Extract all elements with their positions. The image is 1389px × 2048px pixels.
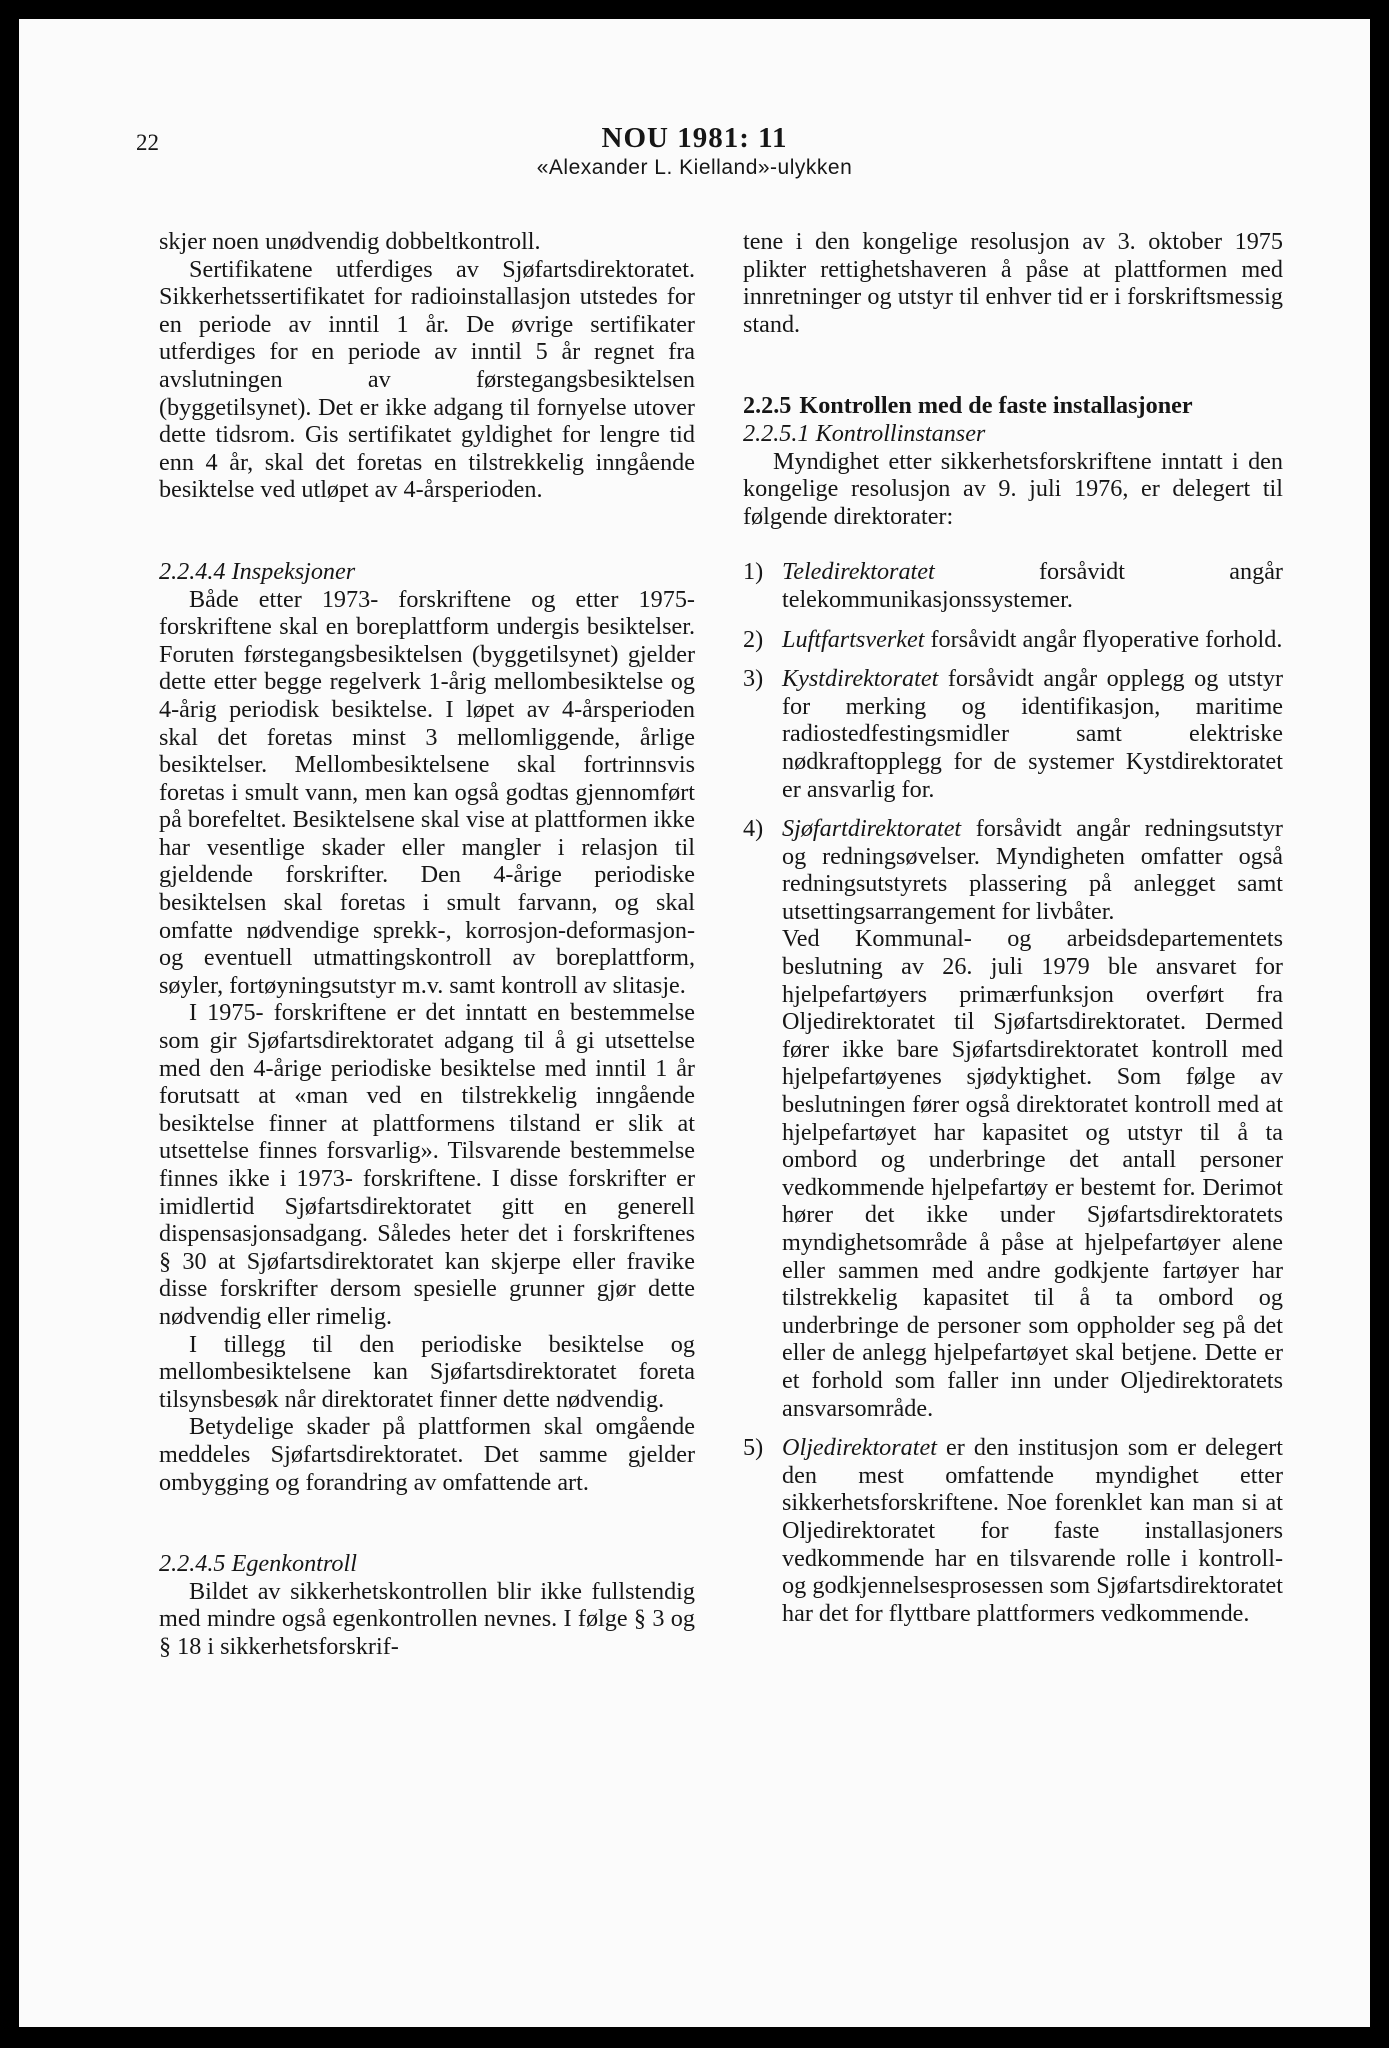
section-heading-2251: 2.2.5.1 Kontrollinstanser xyxy=(743,419,986,447)
list-number: 1) xyxy=(743,558,764,586)
list-number: 3) xyxy=(743,665,764,693)
right-column xyxy=(743,228,1283,1627)
list-number: 2) xyxy=(743,625,764,653)
document-title: NOU 1981: 11 xyxy=(601,122,788,154)
document-subtitle: «Alexander L. Kielland»-ulykken xyxy=(536,156,853,179)
paragraph: Bildet av sikkerhetskontrollen blir ikke fullstendig med mindre også egenkontrollen nevnes. I følge § 3 og § 18 i sikkerhetsforskrif- xyxy=(159,1577,695,1660)
list-item xyxy=(743,665,1283,803)
paragraph: Sertifikatene utferdiges av Sjøfartsdirektoratet. Sikkerhetssertifikatet for radioinstallasjon utstedes for en periode av inntil 1 år. De øvrige sertifikater utferdiges for en periode av inntil 5 år regnet fra avslutningen av førstegangsbesiktelsen (byggetilsynet). Det er ikke adgang til fornyelse utover dette tidsrom. Gis sertifikatet gyldighet for lengre tid enn 4 år, skal det foretas en tilstrekkelig inngående besiktelse ved utløpet av 4-årsperioden. xyxy=(159,255,695,504)
list-text: forsåvidt angår flyoperative forhold. xyxy=(924,625,1283,653)
agency-name: Kystdirektoratet xyxy=(782,665,939,693)
page-number: 22 xyxy=(136,130,159,155)
agency-name: Sjøfartdirektoratet xyxy=(782,815,962,843)
section-title: Kontrollen med de faste installasjoner xyxy=(799,392,1193,420)
section-number: 2.2.5 xyxy=(743,392,792,420)
paragraph: Både etter 1973- forskriftene og etter 1975-forskriftene skal en boreplattform undergis besiktelser. Foruten førstegangsbesiktelsen (byggetilsynet) gjelder dette etter begge regelverk 1-årig mellombesiktelse og 4-årig periodisk besiktelse. I løpet av 4-årsperioden skal det foretas minst 3 mellomliggende, årlige besiktelser. Mellombesiktelsene skal fortrinnsvis foretas i smult vann, men kan også godtas gjennomført på borefeltet. Besiktelsene skal vise at plattformen ikke har vesentlige skader eller mangler i relasjon til gjeldende forskrifter. Den 4-årige periodiske besiktelsen skal foretas i smult farvann, og skal omfatte nødvendige sprekk-, korrosjon-deformasjon- og eventuell utmattingskontroll av boreplattform, søyler, fortøyningsutstyr m.v. samt kontroll av slitasje. xyxy=(159,585,695,999)
list-text: er den institusjon som er delegert den mest omfattende myndighet etter sikkerhetsforskriftene. Noe forenklet kan man si at Oljedirektoratet for faste installasjoners vedkommende har en tilsvarende rolle i kontroll- og godkjennelsesprosessen som Sjøfartsdirektoratet har det for flyttbare plattformers vedkommende. xyxy=(782,1434,1283,1627)
list-extra-paragraph: Ved Kommunal- og arbeidsdepartementets beslutning av 26. juli 1979 ble ansvaret for hjelpefartøyers primærfunksjon overført fra Oljedirektoratet til Sjøfartsdirektoratet. Dermed fører ikke bare Sjøfartsdirektoratet kontroll med hjelpefartøyenes sjødyktighet. Som følge av beslutningen fører også direktoratet kontroll med at hjelpefartøyet har kapasitet og utstyr til å ta ombord og underbringe det antall personer vedkommende hjelpefartøy er bestemt for. Derimot hører det ikke under Sjøfartsdirektoratets myndighetsområde å påse at hjelpefartøyer alene eller sammen med andre godkjente fartøyer har tilstrekkelig kapasitet til å ta ombord og underbringe de personer som oppholder seg på det eller de anlegg hjelpefartøyet skal betjene. Dette er et forhold som faller inn under Oljedirektoratets ansvarsområde. xyxy=(782,925,1283,1422)
paragraph: I tillegg til den periodiske besiktelse og mellombesiktelsene kan Sjøfartsdirektoratet foreta tilsynsbesøk når direktoratet finner dette nødvendig. xyxy=(159,1330,695,1413)
section-heading-225 xyxy=(743,392,1283,420)
agency-name: Luftfartsverket xyxy=(782,625,925,653)
paragraph: skjer noen unødvendig dobbeltkontroll. xyxy=(159,228,541,255)
list-number: 4) xyxy=(743,815,764,843)
paragraph: Myndighet etter sikkerhetsforskriftene inntatt i den kongelige resolusjon av 9. juli 1976, er delegert til følgende direktorater: xyxy=(743,447,1283,530)
paragraph: Betydelige skader på plattformen skal omgående meddeles Sjøfartsdirektoratet. Det samme gjelder ombygging og forandring av omfattende art. xyxy=(159,1413,695,1496)
list-item xyxy=(743,1434,1283,1627)
agency-name: Teledirektoratet xyxy=(782,558,935,586)
section-heading-2245: 2.2.4.5 Egenkontroll xyxy=(159,1550,357,1578)
paragraph: tene i den kongelige resolusjon av 3. oktober 1975 plikter rettighetshaveren å påse at plattformen med innretninger og utstyr til enhver tid er i forskriftsmessig stand. xyxy=(743,228,1283,338)
list-text: forsåvidt angår telekommunikasjonssystemer. xyxy=(782,558,1283,613)
paragraph: I 1975- forskriftene er det inntatt en bestemmelse som gir Sjøfartsdirektoratet adgang til å gi utsettelse med den 4-årige periodiske besiktelse med inntil 1 år forutsatt at «man ved en tilstrekkelig inngående besiktelse finner at plattformens tilstand er slik at utsettelse finnes forsvarlig». Tilsvarende bestemmelse finnes ikke i 1973- forskriftene. I disse forskrifter er imidlertid Sjøfartsdirektoratet gitt en generell dispensasjonsadgang. Således heter det i forskriftenes § 30 at Sjøfartsdirektoratet kan skjerpe eller fravike disse forskrifter dersom spesielle grunner gjør dette nødvendig eller rimelig. xyxy=(159,999,695,1330)
left-column xyxy=(159,228,695,1661)
list-text: forsåvidt angår opplegg og utstyr for merking og identifikasjon, maritime radiostedfestingsmidler samt elektriske nødkraftopplegg for de systemer Kystdirektoratet er ansvarlig for. xyxy=(782,665,1283,803)
list-item xyxy=(743,626,1283,654)
list-number: 5) xyxy=(743,1434,764,1462)
list-item xyxy=(743,558,1283,613)
list-text: forsåvidt angår redningsutstyr og redningsøvelser. Myndigheten omfatter også redningsutstyrets plassering på anlegget samt utsettingsarrangement for livbåter. xyxy=(782,815,1283,925)
list-item xyxy=(743,815,1283,1422)
section-heading-2244: 2.2.4.4 Inspeksjoner xyxy=(159,557,356,585)
agency-name: Oljedirektoratet xyxy=(782,1434,937,1462)
